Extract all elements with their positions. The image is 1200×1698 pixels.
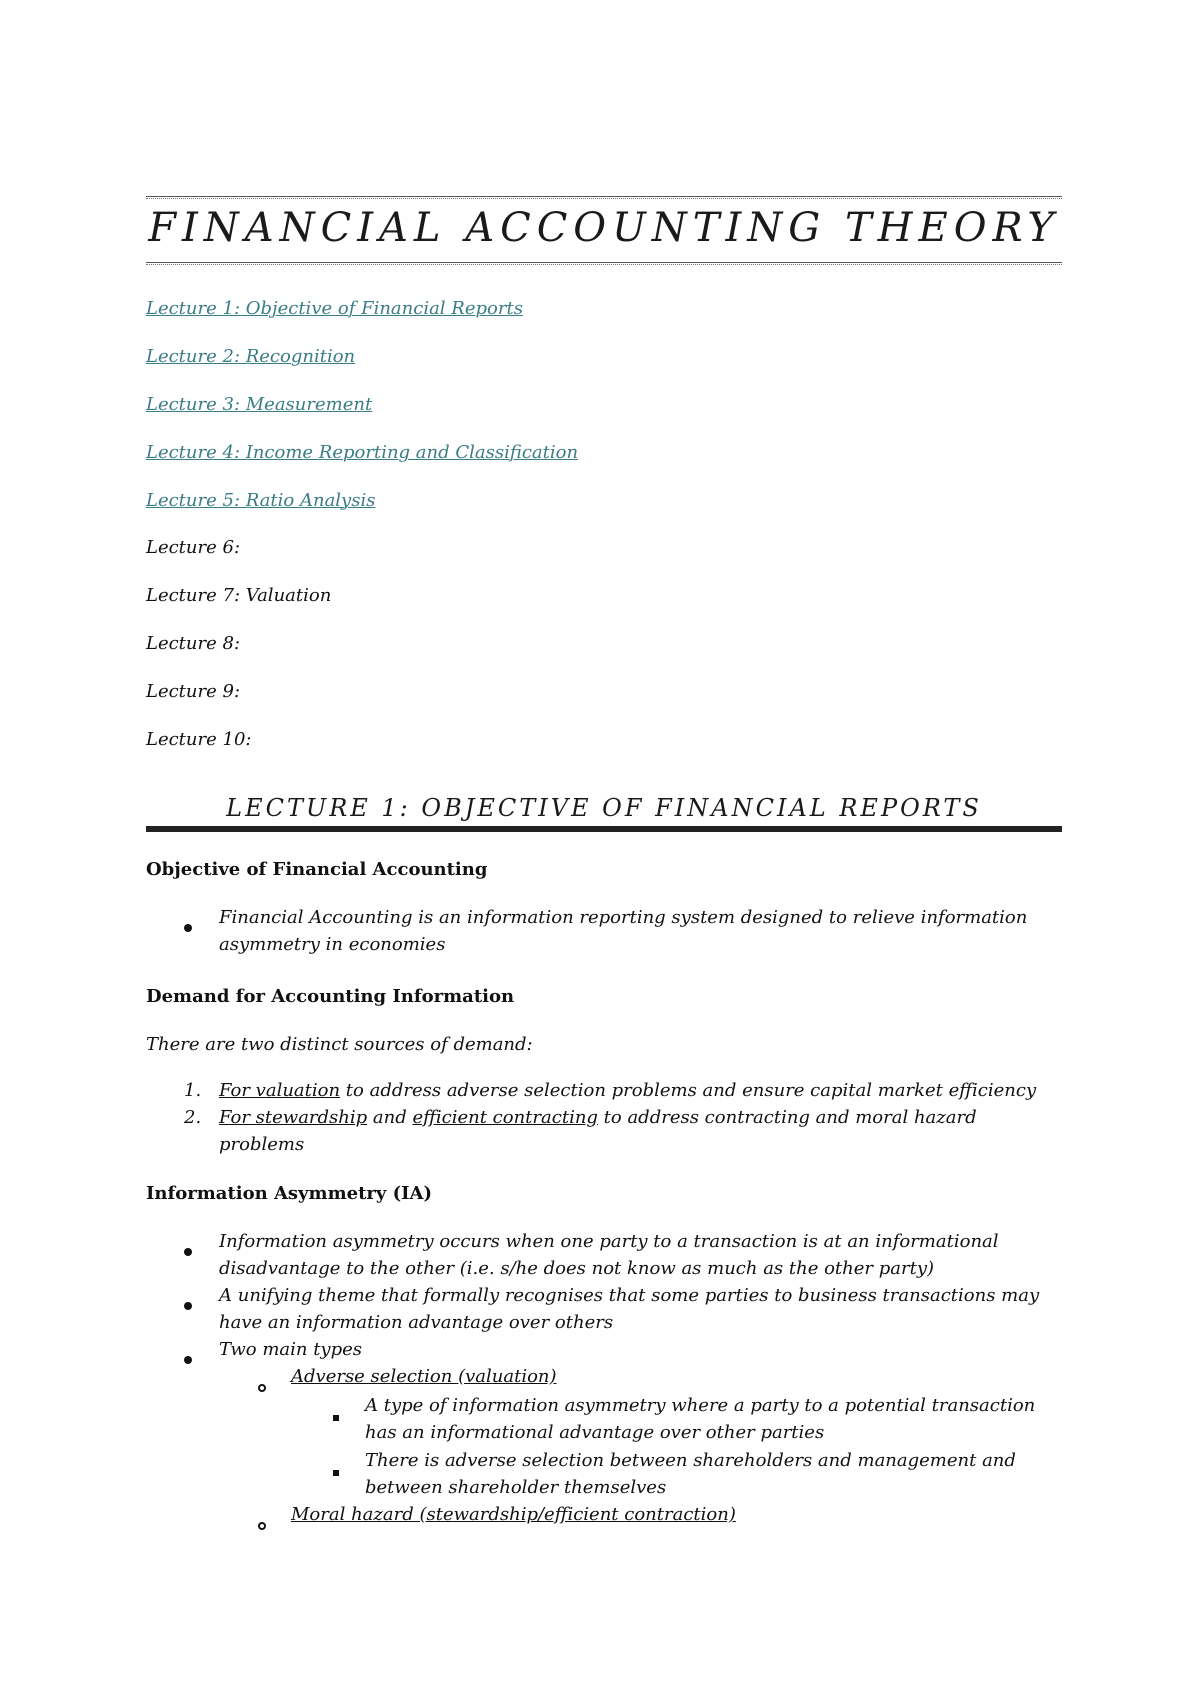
document-title: FINANCIAL ACCOUNTING THEORY [148,205,1060,251]
for-stewardship-term: For stewardship [219,1107,368,1128]
title-top-rule [146,196,1062,197]
objective-bullet-1-line-2: asymmetry in economies [219,934,446,955]
lecture-1-rule [146,826,1062,832]
toc-lecture-7: Lecture 7: Valuation [146,585,332,606]
ia-sub-item-1-point-1-line-1: A type of information asymmetry where a party to a potential transaction [365,1395,1036,1416]
demand-item-1-number: 1. [184,1080,202,1101]
demand-item-1-text: to address adverse selection problems and ensure capital market efficiency [340,1080,1037,1101]
title-bottom-rule [146,262,1062,263]
toc-lecture-2[interactable] [146,345,355,369]
moral-hazard-term: Moral hazard (stewardship/efficient contraction) [291,1504,736,1525]
ia-sub-item-1-point-2-line-2: between shareholder themselves [365,1477,667,1498]
objective-heading: Objective of Financial Accounting [146,859,488,880]
bullet-dot-icon [184,1356,192,1364]
toc-link-lecture-4[interactable]: Lecture 4: Income Reporting and Classification [146,442,579,463]
demand-item-2-line-2: problems [219,1134,305,1155]
bullet-square-icon [333,1415,339,1421]
ia-sub-item-1-point-1-line-2: has an informational advantage over other parties [365,1422,825,1443]
bullet-dot-icon [184,924,192,932]
bullet-dot-icon [184,1302,192,1310]
demand-item-2-text: to address contracting and moral hazard [597,1107,977,1128]
toc-link-lecture-2[interactable]: Lecture 2: Recognition [146,346,356,367]
toc-lecture-6: Lecture 6: [146,537,241,558]
toc-link-lecture-5[interactable]: Lecture 5: Ratio Analysis [146,490,376,511]
objective-bullet-1-line-1: Financial Accounting is an information reporting system designed to relieve information [219,907,1028,928]
toc-lecture-9: Lecture 9: [146,681,241,702]
toc-lecture-4[interactable] [146,441,578,465]
lecture-1-heading: LECTURE 1: OBJECTIVE OF FINANCIAL REPORTS [226,794,982,822]
demand-item-2-and: and [367,1107,413,1128]
bullet-circle-icon [258,1384,266,1392]
toc-lecture-8: Lecture 8: [146,633,241,654]
demand-heading: Demand for Accounting Information [146,986,515,1007]
adverse-selection-term: Adverse selection (valuation) [291,1366,557,1387]
demand-intro: There are two distinct sources of demand: [146,1034,533,1055]
toc-lecture-1[interactable] [146,297,523,321]
toc-link-lecture-3[interactable]: Lecture 3: Measurement [146,394,373,415]
toc-lecture-3[interactable] [146,393,372,417]
ia-bullet-2-line-2: have an information advantage over others [219,1312,614,1333]
ia-sub-item-1-point-2-line-1: There is adverse selection between shareholders and management and [365,1450,1016,1471]
bullet-dot-icon [184,1248,192,1256]
efficient-contracting-term: efficient contracting [412,1107,598,1128]
demand-item-2-number: 2. [184,1107,202,1128]
toc-lecture-5[interactable] [146,489,375,513]
ia-bullet-3-text: Two main types [219,1339,363,1360]
ia-bullet-2-line-1: A unifying theme that formally recognises that some parties to business transactions may [219,1285,1040,1306]
ia-heading: Information Asymmetry (IA) [146,1183,433,1204]
ia-bullet-1-line-1: Information asymmetry occurs when one party to a transaction is at an informational [219,1231,999,1252]
bullet-circle-icon [258,1522,266,1530]
for-valuation-term: For valuation [219,1080,341,1101]
toc-lecture-10: Lecture 10: [146,729,252,750]
ia-bullet-1-line-2: disadvantage to the other (i.e. s/he does not know as much as the other party) [219,1258,935,1279]
toc-link-lecture-1[interactable]: Lecture 1: Objective of Financial Reports [146,298,523,319]
bullet-square-icon [333,1470,339,1476]
